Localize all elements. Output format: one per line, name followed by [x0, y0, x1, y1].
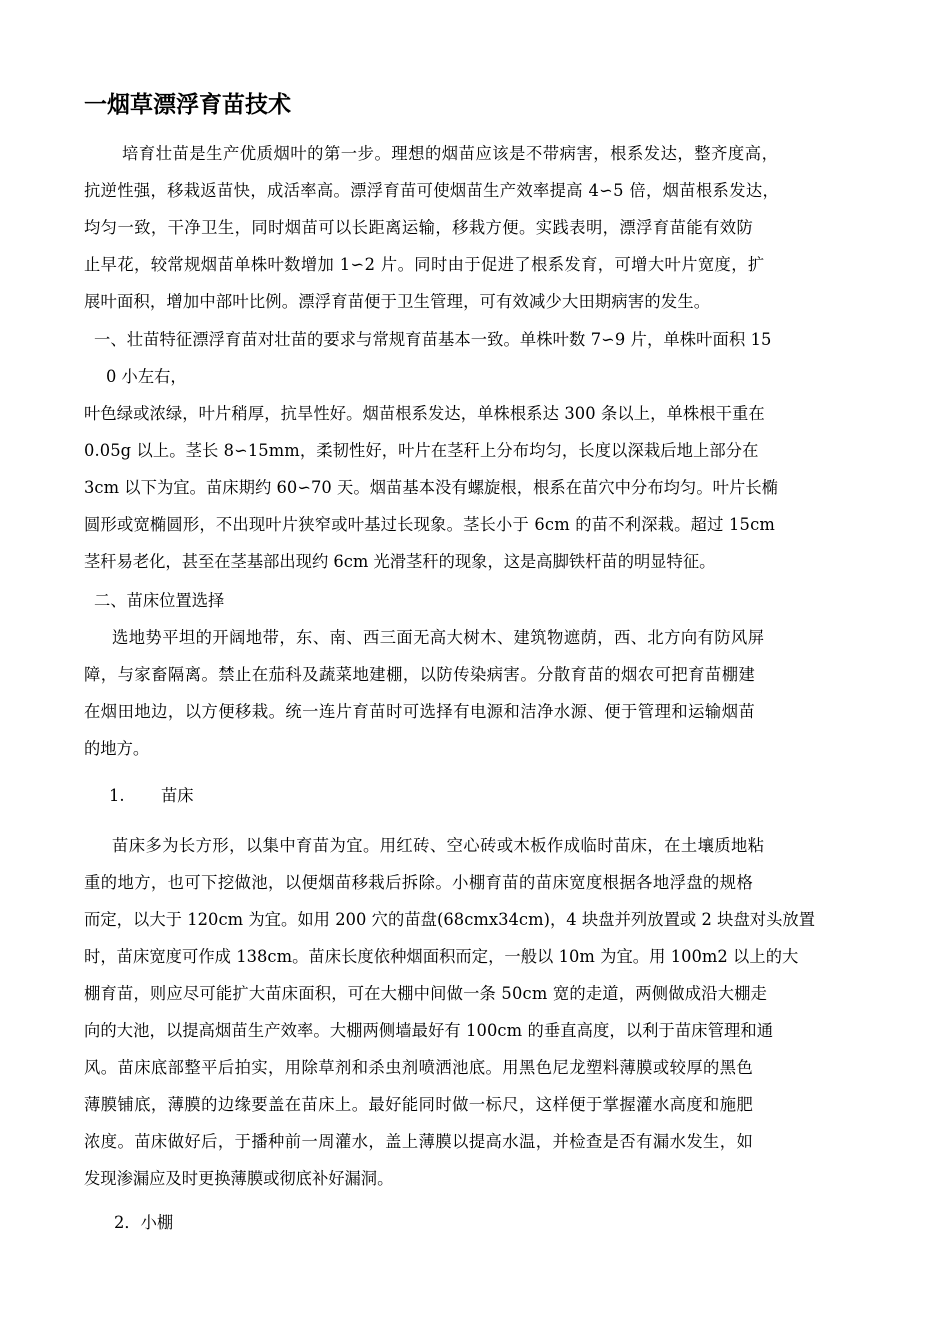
body-line: 重的地方，也可下挖做池，以便烟苗移栽后拆除。小棚育苗的苗床宽度根据各地浮盘的规格 [84, 873, 754, 892]
intro-line: 抗逆性强，移栽返苗快，成活率高。漂浮育苗可使烟苗生产效率提高 4∽5 倍，烟苗根系发达， [84, 181, 780, 200]
intro-line: 止早花，较常规烟苗单株叶数增加 1∽2 片。同时由于促进了根系发育，可增大叶片宽度，扩 [84, 255, 765, 274]
body-line: 叶色绿或浓绿，叶片稍厚，抗旱性好。烟苗根系发达，单株根系达 300 条以上，单株根干重在 [84, 404, 765, 423]
body-line: 茎秆易老化，甚至在茎基部出现约 6cm 光滑茎秆的现象，这是高脚铁杆苗的明显特征。 [84, 552, 716, 571]
section-line: 0 小左右， [106, 367, 187, 386]
body-line: 时，苗床宽度可作成 138cm。苗床长度依种烟面积而定，一般以 10m 为宜。用 100m2 以上的大 [84, 947, 799, 966]
body-line: 风。苗床底部整平后拍实，用除草剂和杀虫剂喷洒池底。用黑色尼龙塑料薄膜或较厚的黑色 [84, 1058, 754, 1077]
intro-line: 展叶面积，增加中部叶比例。漂浮育苗便于卫生管理，可有效减少大田期病害的发生。 [84, 292, 711, 311]
body-line: 障，与家畜隔离。禁止在茄科及蔬菜地建棚，以防传染病害。分散育苗的烟农可把育苗棚建 [84, 665, 756, 684]
body-line: 在烟田地边，以方便移栽。统一连片育苗时可选择有电源和洁净水源、便于管理和运输烟苗 [84, 702, 756, 721]
body-line: 向的大池，以提高烟苗生产效率。大棚两侧墙最好有 100cm 的垂直高度，以利于苗床管理和通 [84, 1021, 774, 1040]
body-line: 发现渗漏应及时更换薄膜或彻底补好漏洞。 [84, 1169, 394, 1188]
body-line: 3cm 以下为宜。苗床期约 60∽70 天。烟苗基本没有螺旋根，根系在苗穴中分布均匀。叶片长椭 [84, 478, 778, 497]
body-line: 浓度。苗床做好后，于播种前一周灌水，盖上薄膜以提高水温，并检查是否有漏水发生，如 [84, 1132, 754, 1151]
list-item-heading: 2．小棚 [114, 1213, 174, 1232]
list-item-number: 1. [109, 786, 125, 805]
body-line: 薄膜铺底，薄膜的边缘要盖在苗床上。最好能同时做一标尺，这样便于掌握灌水高度和施肥 [84, 1095, 754, 1114]
section-heading: 一、壮苗特征漂浮育苗对壮苗的要求与常规育苗基本一致。单株叶数 7∽9 片，单株叶面积 15 [94, 330, 772, 349]
list-item-label: 苗床 [161, 786, 194, 805]
intro-line: 均匀一致，干净卫生，同时烟苗可以长距离运输，移栽方便。实践表明，漂浮育苗能有效防 [84, 218, 754, 237]
body-line: 苗床多为长方形，以集中育苗为宜。用红砖、空心砖或木板作成临时苗床，在土壤质地粘 [112, 836, 765, 855]
intro-line: 培育壮苗是生产优质烟叶的第一步。理想的烟苗应该是不带病害，根系发达，整齐度高， [122, 144, 779, 163]
document-title: 一烟草漂浮育苗技术 [84, 92, 291, 118]
section-heading: 二、苗床位置选择 [94, 591, 225, 610]
body-line: 棚育苗，则应尽可能扩大苗床面积，可在大棚中间做一条 50cm 宽的走道，两侧做成沿大棚走 [84, 984, 768, 1003]
body-line: 圆形或宽椭圆形，不出现叶片狭窄或叶基过长现象。茎长小于 6cm 的苗不利深栽。超过 15cm [84, 515, 776, 534]
body-line: 而定，以大于 120cm 为宜。如用 200 穴的苗盘(68cmx34cm)，4 块盘并列放置或 2 块盘对头放置 [84, 910, 816, 929]
body-line: 的地方。 [84, 739, 150, 758]
body-line: 0.05g 以上。茎长 8∽15mm，柔韧性好，叶片在茎秆上分布均匀，长度以深栽后地上部分在 [84, 441, 759, 460]
body-line: 选地势平坦的开阔地带，东、南、西三面无高大树木、建筑物遮荫，西、北方向有防风屏 [112, 628, 765, 647]
